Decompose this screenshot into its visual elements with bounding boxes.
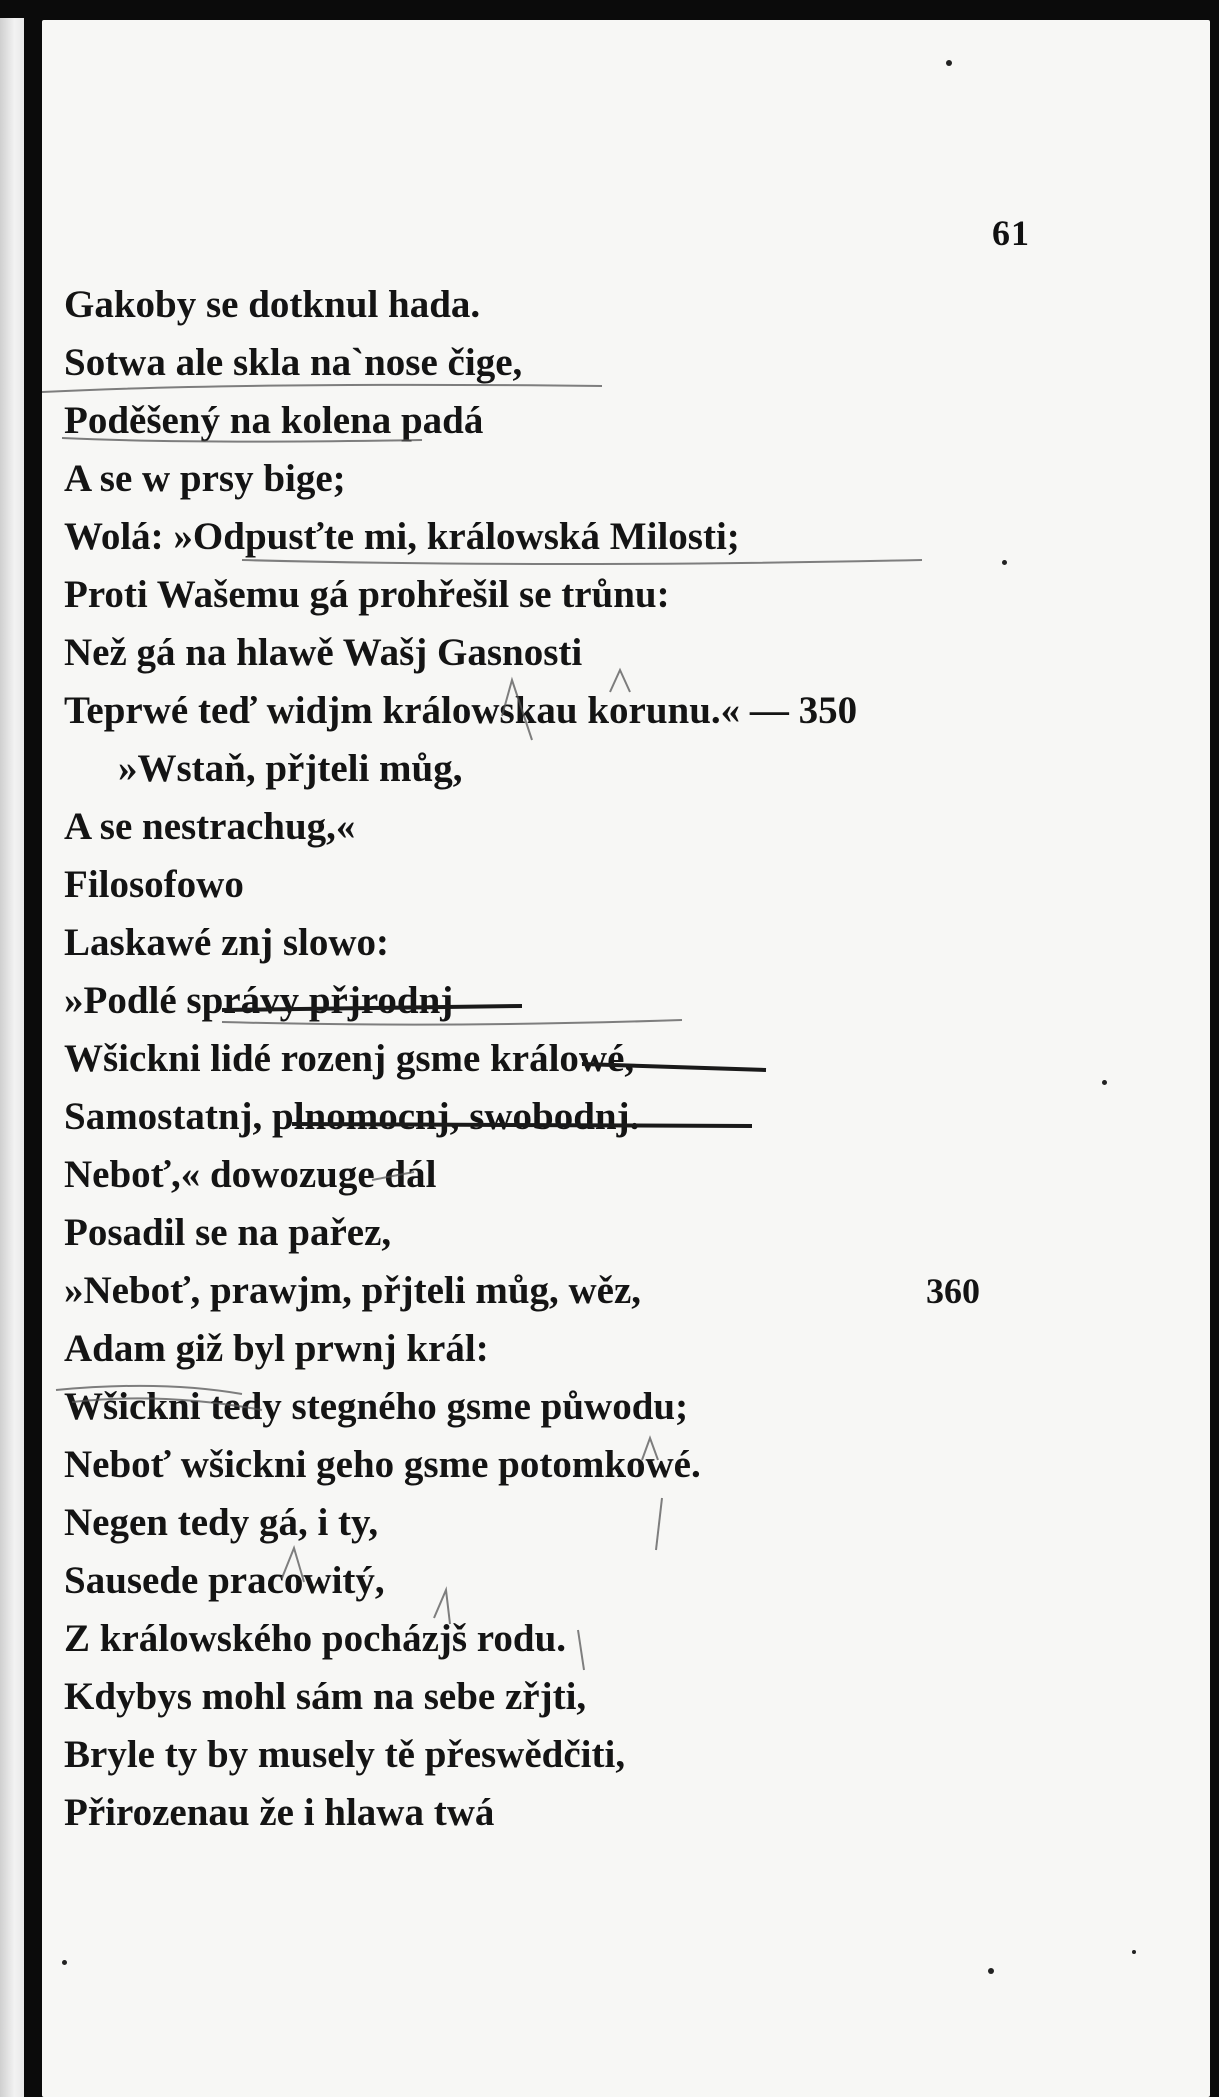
verse-line: »Podlé správy přjrodnj bbox=[64, 979, 454, 1022]
verse-line: Proti Wašemu gá prohřešil se trůnu: bbox=[64, 573, 670, 616]
verse-line: Samostatnj, plnomocnj, swobodnj. bbox=[64, 1095, 640, 1138]
verse-line: »Neboť, prawjm, přjteli můg, wěz, bbox=[64, 1269, 642, 1312]
adjacent-page-edge bbox=[0, 18, 24, 2097]
verse-line: Teprwé teď widjm králowskau korunu.« — 350 bbox=[64, 689, 858, 732]
verse-line: Neboť,« dowozuge dál bbox=[64, 1153, 437, 1196]
dust-speck bbox=[1132, 1950, 1136, 1954]
dust-speck bbox=[1102, 1080, 1107, 1085]
verse-line: A se w prsy bige; bbox=[64, 457, 346, 500]
verse-line: Wšickni tedy stegného gsme půwodu; bbox=[64, 1385, 689, 1428]
dust-speck bbox=[62, 1960, 67, 1965]
line-number: 360 bbox=[926, 1271, 980, 1311]
verse-line: Neboť wšickni geho gsme potomkowé. bbox=[64, 1443, 701, 1486]
verse-line: Z králowského pocházjš rodu. bbox=[64, 1617, 567, 1660]
verse-line: Adam giž byl prwnj král: bbox=[64, 1327, 489, 1370]
pencil-mark bbox=[656, 1498, 662, 1550]
verse-line: Filosofowo bbox=[64, 863, 244, 906]
verse-line: Posadil se na pařez, bbox=[64, 1211, 392, 1254]
dust-speck bbox=[946, 60, 952, 66]
page-number: 61 bbox=[992, 213, 1030, 253]
verse-line: Kdybys mohl sám na sebe zřjti, bbox=[64, 1675, 587, 1718]
dust-speck bbox=[1002, 560, 1007, 565]
verse-line: Negen tedy gá, i ty, bbox=[64, 1501, 379, 1544]
verse-line: Než gá na hlawě Wašj Gasnosti bbox=[64, 631, 583, 674]
verse-line: Wolá: »Odpusťte mi, králowská Milosti; bbox=[64, 515, 740, 558]
verse-line: Poděšený na kolena padá bbox=[64, 399, 484, 442]
verse-line: Laskawé znj slowo: bbox=[64, 921, 390, 964]
verse-line: Bryle ty by musely tě přeswědčiti, bbox=[64, 1733, 626, 1776]
book-page bbox=[42, 20, 1210, 2097]
verse-line: Přirozenau že i hlawa twá bbox=[64, 1791, 495, 1834]
dust-speck bbox=[988, 1968, 994, 1974]
verse-line: Sotwa ale skla na`nose čige, bbox=[64, 341, 523, 384]
verse-line: Wšickni lidé rozenj gsme králowé, bbox=[64, 1037, 635, 1080]
pencil-underline bbox=[242, 560, 922, 564]
pencil-mark bbox=[578, 1630, 584, 1670]
verse-line: Sausede pracowitý, bbox=[64, 1559, 385, 1602]
verse-line: »Wstaň, přjteli můg, bbox=[118, 747, 463, 790]
verse-line: Gakoby se dotknul hada. bbox=[64, 283, 481, 326]
verse-line: A se nestrachug,« bbox=[64, 805, 356, 848]
